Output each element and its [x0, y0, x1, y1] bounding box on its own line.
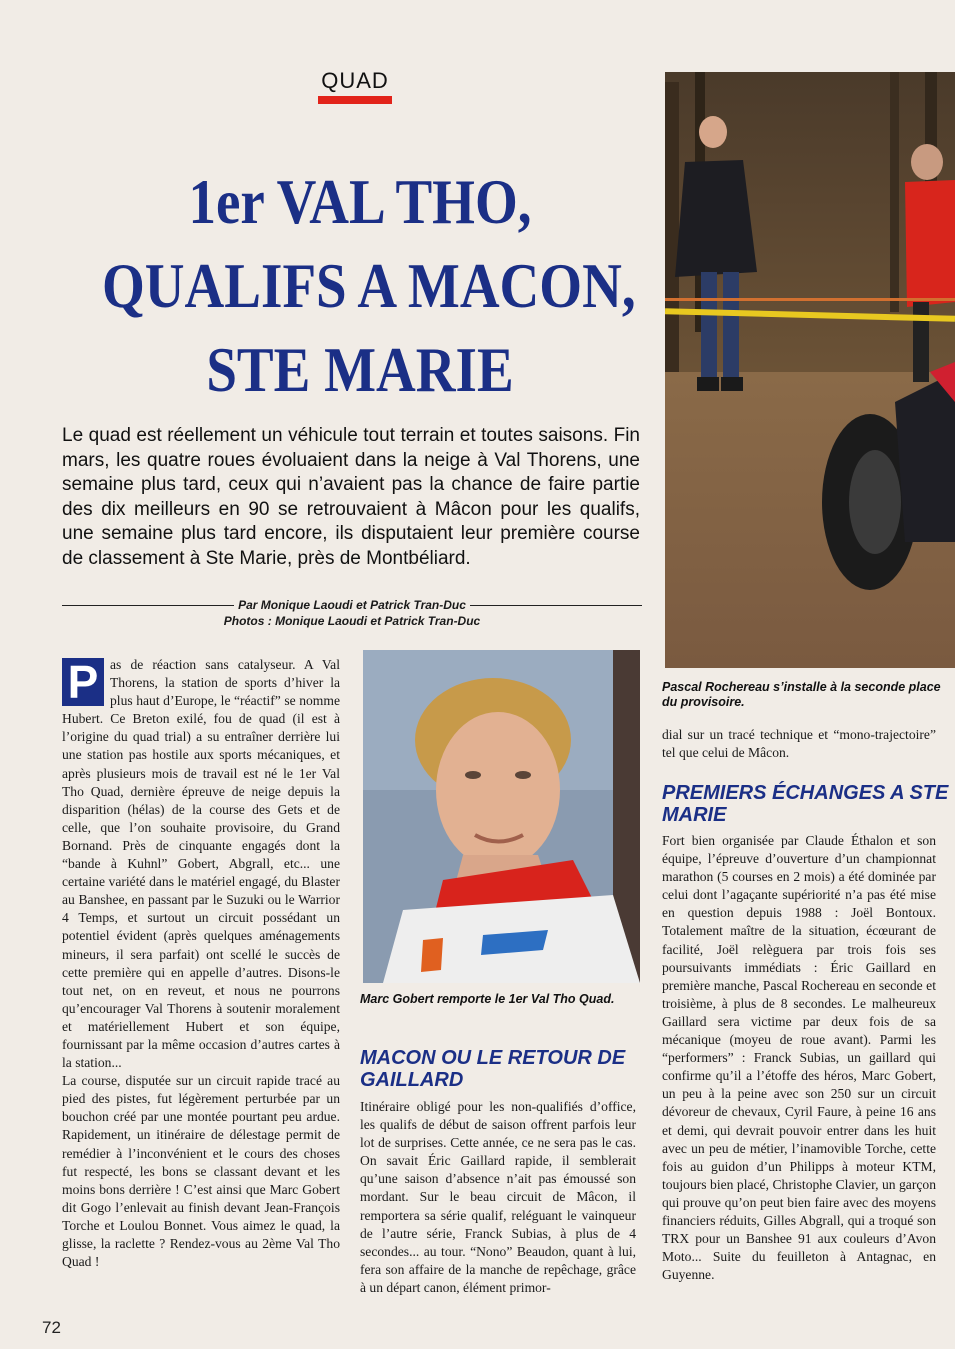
body-column-2: Itinéraire obligé pour les non-qualifiés d’office, les qualifs de début de saison offrent parfois leur lot de surprises. Cette année, ce ne sera pas le cas. On savait Éric Gaillard rapide, il semblerait qu’une saison d’absence n’ait pas émoussé son mordant. Sur le beau circuit de Mâcon, il remportera sa série qualif, reléguant le vainqueur de l’autre série, Franck Subias, à plus de 4 secondes... au tour. “Nono” Beaudon, quant à lui, fera son affaire de la manche de repêchage, grâce à un départ canon, élément primor- [360, 1099, 636, 1295]
byline: Par Monique Laoudi et Patrick Tran-Duc [238, 598, 466, 612]
page-number: 72 [42, 1318, 61, 1337]
credit-rule-left [62, 605, 234, 606]
body-column-1 [62, 656, 340, 1271]
body-column-3: Fort bien organisée par Claude Éthalon et son équipe, l’épreuve d’ouverture d’un championnat marathon (5 courses en 2 mois) a été dominée par celui dont l’agaçante supériorité n’a pas été mise en question depuis 1988 : Joël Bontoux. Totalement maître de la situation, écœurant de facilité, Joël relèguera par trois fois ses poursuivants immédiats : Éric Gaillard en première manche, Pascal Rochereau en seconde et troisième, à plus de 8 secondes. Le malheureux Gaillard sera victime par deux fois de sa mécanique (moyeu de roue avant). Parmi les “performers” : Franck Subias, un gaillard qui confirme qu’il a l’étoffe des héros, Marc Gobert, un peu à la peine avec son 250 sur un circuit dévoreur de chevaux, Cyril Faure, à peine 16 ans et demi, qui devrait pouvoir entrer dans les huit avec un peu de métier, l’inamovible Torche, cette fois au guidon d’un Philipps à moteur KTM, toujours bien placé, Christophe Clavier, un garçon qui prouve qu’on peut bien faire avec des moyens financiers réduits, Gilles Abgrall, qui a troqué son TRX pour un Banshee 91 aux couleurs d’Avon Moto... Suite du feuilleton à Antagnac, en Guyenne. [662, 833, 936, 1283]
credit-rule-right [470, 605, 642, 606]
body-text-1: as de réaction sans catalyseur. A Val Thorens, la station de sports d’hiver la plus haut d’Europe, le “réactif” se nomme Hubert. Ce Breton exilé, fou de quad (il est à l’origine du quad trial) a su entraîner derrière lui une station pas hostile aux sports mécaniques, et après plusieurs mois de travail est né le 1er Val Tho Quad, dernière épreuve de neige depuis la disparition (hélas) de la course des Gets et de celle, que l’on souhaite provisoire, du Grand Bornand. Près de cinquante engagés dont la “bande à Kuhnl” Gobert, Abgrall, etc... une certaine variété dans le matériel engagé, du Blaster au Banshee, en passant par le Suzuki ou le Warrior 4 Temps, et surtout un circuit possédant un potentiel évident (après quelques aménagements mineurs, il sera parfait) ont scellé le succès de cette première qui en appelle d’autres. Disons-le tout net, on en reveut, et nous ne pourrons qu’encourager Val Thorens à soutenir moralement et matériellement Hubert et son équipe, fournissant par la même occasion d’autres cartes à la station... [62, 657, 340, 1071]
caption-portrait: Marc Gobert remporte le 1er Val Tho Quad. [360, 992, 615, 1006]
article-title [102, 160, 636, 412]
title-line-3: STE MARIE [206, 334, 514, 405]
caption-race-photo: Pascal Rochereau s’installe à la seconde place du provisoire. [662, 680, 941, 709]
subhead-macon: MACON OU LE RETOUR DE GAILLARD [360, 1047, 626, 1091]
drop-cap: P [62, 658, 104, 706]
section-underline [318, 96, 392, 104]
section-label: QUAD [321, 68, 389, 93]
portrait-photo [363, 650, 640, 983]
title-line-1: 1er VAL THO, [188, 166, 532, 237]
subhead-ste-marie: PREMIERS ÉCHANGES A STE MARIE [662, 782, 949, 826]
race-photo [665, 72, 955, 668]
lead-paragraph: Le quad est réellement un véhicule tout terrain et toutes saisons. Fin mars, les quatre roues évoluaient dans la neige à Val Thorens, une semaine plus tard, ceux qui n’avaient pas la chance de faire partie des dix meilleurs en 90 se retrouvaient à Mâcon pour les qualifs, une semaine plus tard encore, ils disputaient leur première course de classement à Ste Marie, près de Montbéliard. [62, 425, 640, 569]
photo-credit: Photos : Monique Laoudi et Patrick Tran-Duc [223, 614, 481, 628]
body-text-1b: La course, disputée sur un circuit rapide tracé au pied des pistes, fut légèrement perturbée par un bouchon créé par une montée pourtant peu ardue. Rapidement, un itinéraire de délestage permit de remédier à l’inconvénient et le cours des choses fut respecté, les bons se classant devant et les moins bons derrière ! C’est ainsi que Marc Gobert dit Gogo l’enlevait au finish devant Jean-François Torche et Loulou Bonnet. Vous aimez le quad, la glisse, la raclette ? Rendez-vous au 2ème Val Tho Quad ! [62, 1073, 340, 1270]
title-line-2: QUALIFS A MACON, [102, 250, 636, 321]
credits [62, 597, 642, 629]
body-column-3-top: dial sur un tracé technique et “mono-trajectoire” tel que celui de Mâcon. [662, 727, 936, 761]
